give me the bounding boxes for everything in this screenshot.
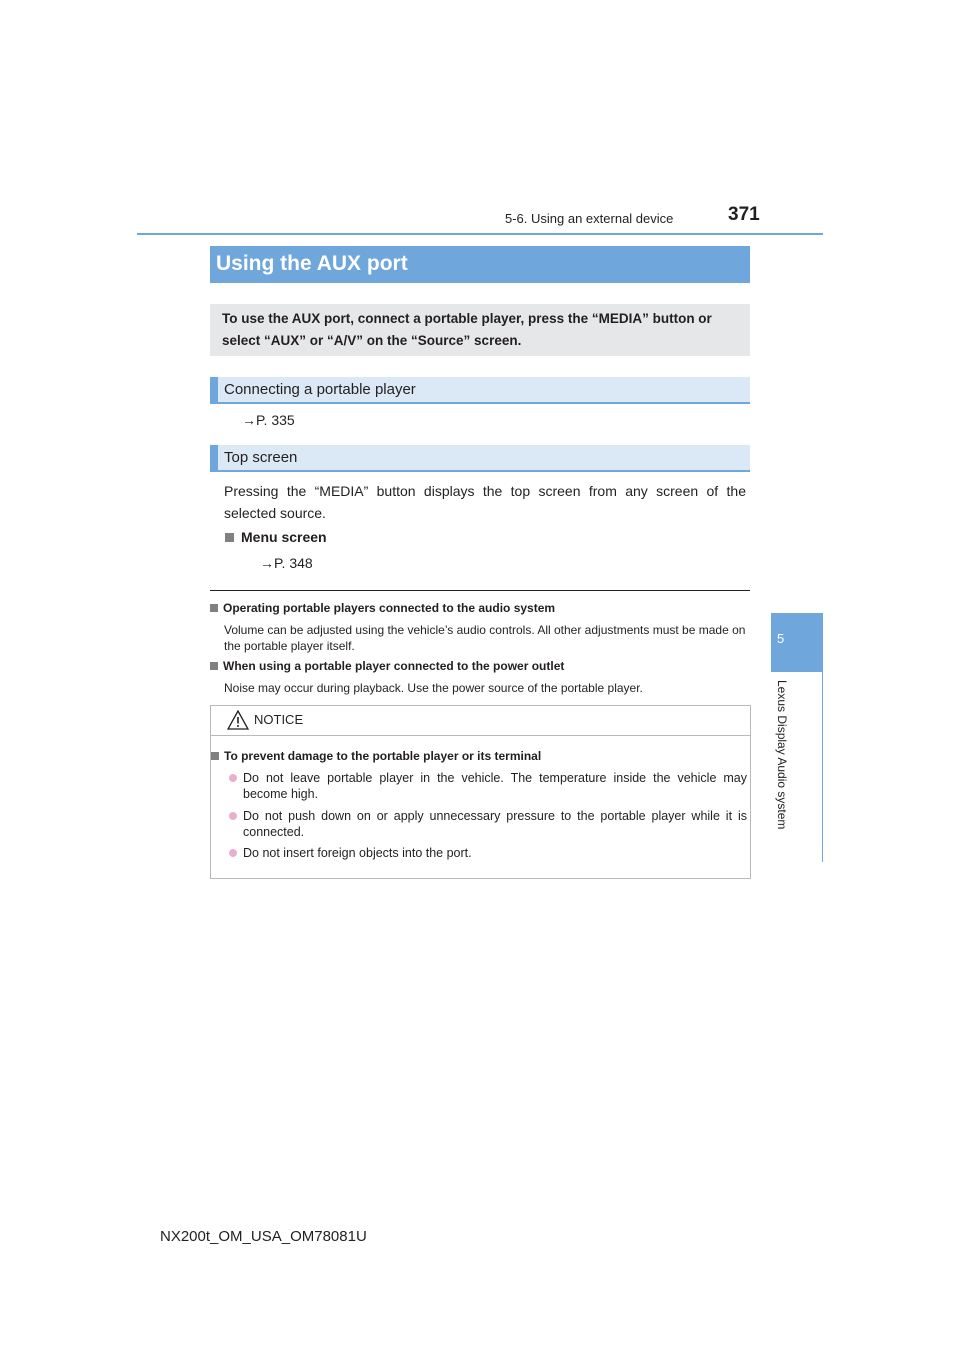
note-heading-text: When using a portable player connected to the power outlet — [223, 659, 565, 673]
notice-subheading — [211, 749, 541, 763]
section-heading-text: Top screen — [224, 449, 298, 466]
page-title-bar — [210, 246, 750, 283]
heading-accent-bar — [210, 445, 218, 470]
section-header: 5-6. Using an external device — [505, 211, 674, 226]
notice-divider — [211, 735, 750, 736]
notice-bullet — [229, 770, 747, 802]
square-bullet-icon — [210, 604, 218, 612]
page-reference-link[interactable]: →P. 348 — [260, 555, 313, 571]
page-number: 371 — [728, 204, 760, 225]
notice-bullet — [229, 845, 747, 861]
intro-text: To use the AUX port, connect a portable player, press the “MEDIA” button or select “AUX” or “A/V” on the “Source” screen. — [222, 311, 712, 348]
note-body: Noise may occur during playback. Use the power source of the portable player. — [224, 681, 643, 695]
chapter-tab — [771, 613, 823, 672]
chapter-tab-line — [822, 672, 823, 862]
note-heading-text: Operating portable players connected to the audio system — [223, 601, 556, 615]
note-body: Volume can be adjusted using the vehicle’s audio controls. All other adjustments must be made on the portable player itself. — [224, 623, 746, 653]
notice-box — [210, 705, 751, 879]
header-rule — [137, 233, 823, 235]
notice-bullet-text: Do not insert foreign objects into the port. — [243, 846, 472, 860]
menu-screen-heading — [225, 529, 327, 545]
square-bullet-icon — [211, 752, 219, 760]
chapter-number: 5 — [777, 631, 785, 646]
section-heading-top-screen — [210, 445, 750, 472]
chapter-label: Lexus Display Audio system — [775, 680, 789, 830]
notice-subheading-text: To prevent damage to the portable player or its terminal — [224, 749, 542, 763]
warning-triangle-icon — [227, 710, 249, 730]
bullet-dot-icon — [229, 849, 237, 857]
bullet-dot-icon — [229, 812, 237, 820]
section-heading-connecting — [210, 377, 750, 404]
manual-code-footer: NX200t_OM_USA_OM78081U — [160, 1228, 367, 1245]
divider — [210, 590, 750, 591]
note-heading — [210, 601, 555, 615]
body-paragraph: Pressing the “MEDIA” button displays the top screen from any screen of the selected source. — [224, 483, 746, 521]
menu-screen-label: Menu screen — [241, 529, 327, 545]
intro-box — [210, 304, 750, 356]
notice-title: NOTICE — [254, 712, 304, 727]
bullet-dot-icon — [229, 774, 237, 782]
heading-accent-bar — [210, 377, 218, 402]
notice-bullet — [229, 808, 747, 840]
square-bullet-icon — [225, 533, 234, 542]
section-heading-text: Connecting a portable player — [224, 381, 416, 398]
notice-bullet-text: Do not leave portable player in the vehicle. The temperature inside the vehicle may become high. — [243, 771, 747, 801]
page-title: Using the AUX port — [216, 252, 408, 275]
notice-bullet-text: Do not push down on or apply unnecessary pressure to the portable player while it is connected. — [243, 809, 747, 839]
chapter-label-wrap — [771, 680, 793, 870]
square-bullet-icon — [210, 662, 218, 670]
page-reference-link[interactable]: →P. 335 — [242, 412, 295, 428]
note-heading — [210, 659, 564, 673]
